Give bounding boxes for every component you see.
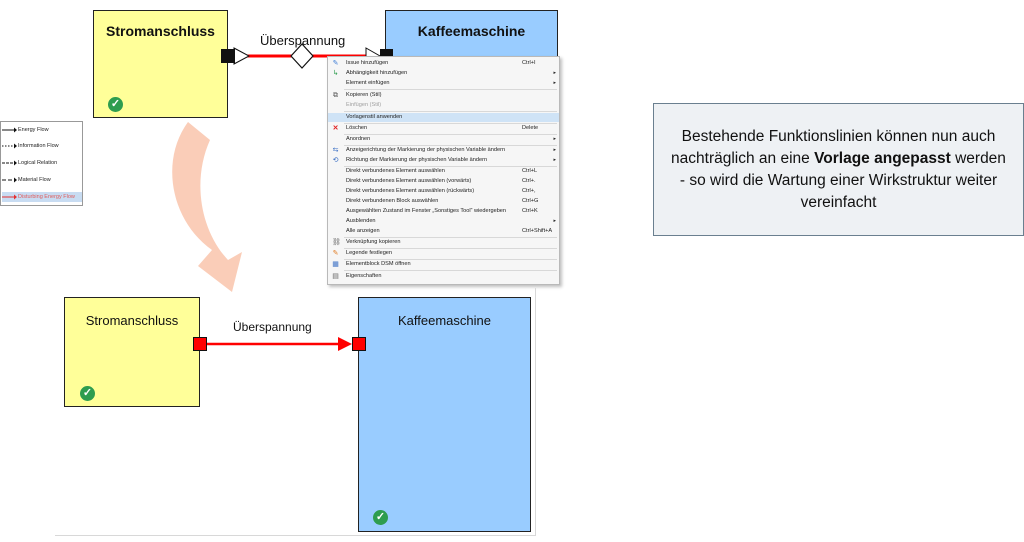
menu-item-loeschen[interactable]: ✕ Löschen Delete: [332, 125, 539, 132]
properties-icon: ▤: [332, 273, 339, 280]
submenu-arrow-icon: ▸: [553, 157, 556, 163]
menu-separator: [344, 270, 557, 271]
menu-item-block-auswaehlen[interactable]: Direkt verbundenen Block auswählen Ctrl+G: [346, 198, 539, 204]
menu-item-vorlagenstil-anwenden[interactable]: Vorlagenstil anwenden: [328, 113, 559, 122]
block-title: Stromanschluss: [106, 23, 215, 39]
menu-item-ausblenden[interactable]: Ausblenden ▸: [346, 218, 556, 224]
flow-label-top: Überspannung: [260, 33, 346, 48]
submenu-arrow-icon: ▸: [553, 80, 556, 86]
copy-style-icon: ⧉: [333, 92, 338, 99]
flow-legend: [0, 121, 83, 206]
block-title: Kaffeemaschine: [417, 23, 526, 39]
menu-item-element-einfuegen[interactable]: Element einfügen ▸: [346, 80, 556, 86]
block-stromanschluss-bottom[interactable]: [64, 297, 200, 407]
menu-item-alle-anzeigen[interactable]: Alle anzeigen Ctrl+Shift+A: [346, 228, 553, 234]
check-icon: ✓: [108, 97, 123, 112]
menu-item-eigenschaften[interactable]: ▤ Eigenschaften: [332, 273, 382, 280]
menu-separator: [344, 89, 557, 90]
legend-item-energy-flow[interactable]: Energy Flow: [2, 125, 82, 135]
context-menu: [327, 56, 560, 285]
menu-item-element-auswaehlen-rueckwaerts[interactable]: Direkt verbundenes Element auswählen (rückwärts) Ctrl+,: [346, 188, 536, 194]
dependency-icon: ↳: [332, 70, 339, 77]
block-title: Stromanschluss: [85, 313, 179, 328]
submenu-arrow-icon: ▸: [553, 147, 556, 153]
submenu-arrow-icon: ▸: [553, 136, 556, 142]
menu-item-issue-hinzufuegen[interactable]: ✎ Issue hinzufügen Ctrl+I: [332, 60, 536, 67]
check-icon: ✓: [373, 510, 388, 525]
flow-label-bottom: Überspannung: [233, 320, 312, 334]
menu-item-kopieren-stil[interactable]: ⧉ Kopieren (Stil): [333, 92, 382, 99]
bottom-arrowhead: [338, 337, 352, 351]
bottom-flow-connector: [190, 330, 370, 360]
port-in-bottom[interactable]: [352, 337, 366, 351]
legend-icon: ✎: [332, 250, 339, 257]
marker-display-icon: ⇆: [332, 147, 339, 154]
port-out-bottom[interactable]: [193, 337, 207, 351]
transition-arrow: [150, 120, 270, 300]
dsm-icon: ▦: [332, 261, 339, 268]
block-title: Kaffeemaschine: [398, 313, 491, 328]
canvas-edge: [535, 288, 536, 536]
marker-direction-icon: ⟲: [332, 157, 339, 164]
menu-item-einfuegen-stil[interactable]: Einfügen (Stil): [346, 102, 382, 108]
menu-item-legende-festlegen[interactable]: ✎ Legende festlegen: [332, 250, 393, 257]
delete-icon: ✕: [332, 125, 339, 132]
menu-item-zustand-wiedergeben[interactable]: Ausgewählten Zustand im Fenster „Sonstiges Tool“ wiedergeben Ctrl+K: [346, 208, 538, 214]
legend-item-logical-relation[interactable]: Logical Relation: [2, 158, 82, 168]
port-out-top[interactable]: [221, 49, 235, 63]
submenu-arrow-icon: ▸: [553, 218, 556, 224]
info-note-text: Bestehende Funktionslinien können nun auch nachträglich an eine Vorlage angepasst werden - so wird die Wartung einer Wirkstruktur weiter vereinfacht: [671, 127, 1006, 211]
menu-item-richtung-markierung[interactable]: ⟲ Richtung der Markierung der physischen Variable ändern ▸: [332, 157, 556, 164]
submenu-arrow-icon: ▸: [553, 70, 556, 76]
menu-item-abhaengigkeit-hinzufuegen[interactable]: ↳ Abhängigkeit hinzufügen ▸: [332, 70, 556, 77]
menu-item-anzeigerichtung-markierung[interactable]: ⇆ Anzeigerichtung der Markierung der physischen Variable ändern ▸: [332, 147, 556, 154]
check-icon: ✓: [80, 386, 95, 401]
menu-item-element-auswaehlen[interactable]: Direkt verbundenes Element auswählen Ctrl+L: [346, 168, 538, 174]
legend-item-disturbing-energy-flow[interactable]: Disturbing Energy Flow: [2, 192, 82, 202]
flow-start-marker: [234, 48, 249, 64]
menu-item-element-auswaehlen-vorwaerts[interactable]: Direkt verbundenes Element auswählen (vorwärts) Ctrl+.: [346, 178, 536, 184]
menu-item-verknuepfung-kopieren[interactable]: ⛓ Verknüpfung kopieren: [332, 239, 401, 246]
menu-separator: [344, 111, 557, 112]
issue-icon: ✎: [332, 60, 339, 67]
link-copy-icon: ⛓: [332, 239, 341, 246]
menu-item-anordnen[interactable]: Anordnen ▸: [346, 136, 556, 142]
info-note: [653, 103, 1024, 236]
legend-item-material-flow[interactable]: Material Flow: [2, 175, 82, 185]
legend-item-information-flow[interactable]: Information Flow: [2, 141, 82, 151]
block-kaffeemaschine-bottom[interactable]: [358, 297, 531, 532]
canvas-edge: [55, 535, 535, 536]
transition-arrow-shape: [172, 122, 242, 292]
menu-item-dsm-oeffnen[interactable]: ▦ Elementblock DSM öffnen: [332, 261, 411, 268]
